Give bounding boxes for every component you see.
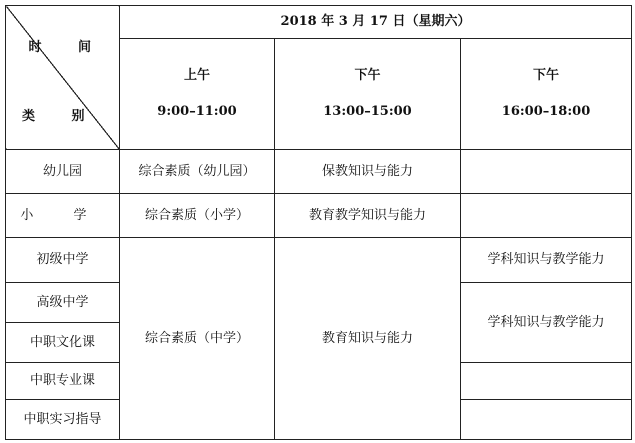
category-kindergarten: 幼儿园 — [6, 150, 120, 194]
empty-cell — [461, 150, 632, 194]
period-afternoon-1 — [275, 39, 461, 150]
period-name: 上午 — [183, 68, 210, 84]
period-afternoon-2 — [461, 39, 632, 150]
empty-cell — [461, 194, 632, 238]
subject-cell: 综合素质（小学） — [120, 194, 275, 238]
category-vocational-practice: 中职实习指导 — [6, 400, 120, 440]
period-time: 13:00–15:00 — [323, 104, 412, 119]
subject-cell: 教育知识与能力 — [275, 238, 461, 440]
corner-time-label: 时 间 — [28, 40, 107, 55]
period-time: 16:00–18:00 — [501, 104, 591, 119]
empty-cell — [461, 400, 632, 440]
category-senior-high: 高级中学 — [6, 283, 120, 323]
subject-cell: 学科知识与教学能力 — [461, 283, 632, 363]
table-row — [6, 194, 632, 238]
header-corner-cell — [6, 6, 120, 150]
subject-cell: 保教知识与能力 — [275, 150, 461, 194]
exam-schedule-table — [5, 5, 632, 440]
subject-cell: 教育教学知识与能力 — [275, 194, 461, 238]
subject-cell: 综合素质（幼儿园） — [120, 150, 275, 194]
exam-date-header: 2018 年 3 月 17 日（星期六） — [120, 6, 632, 39]
table-row — [6, 238, 632, 283]
empty-cell — [461, 363, 632, 400]
period-time: 9:00–11:00 — [157, 104, 237, 119]
category-vocational-culture: 中职文化课 — [6, 323, 120, 363]
category-vocational-major: 中职专业课 — [6, 363, 120, 400]
corner-type-label: 类 别 — [22, 109, 101, 124]
subject-cell: 综合素质（中学） — [120, 238, 275, 440]
period-name: 下午 — [533, 68, 560, 84]
subject-cell: 学科知识与教学能力 — [461, 238, 632, 283]
category-primary: 小 学 — [6, 194, 120, 238]
period-name: 下午 — [354, 68, 381, 84]
category-junior-high: 初级中学 — [6, 238, 120, 283]
period-morning — [120, 39, 275, 150]
table-row — [6, 150, 632, 194]
